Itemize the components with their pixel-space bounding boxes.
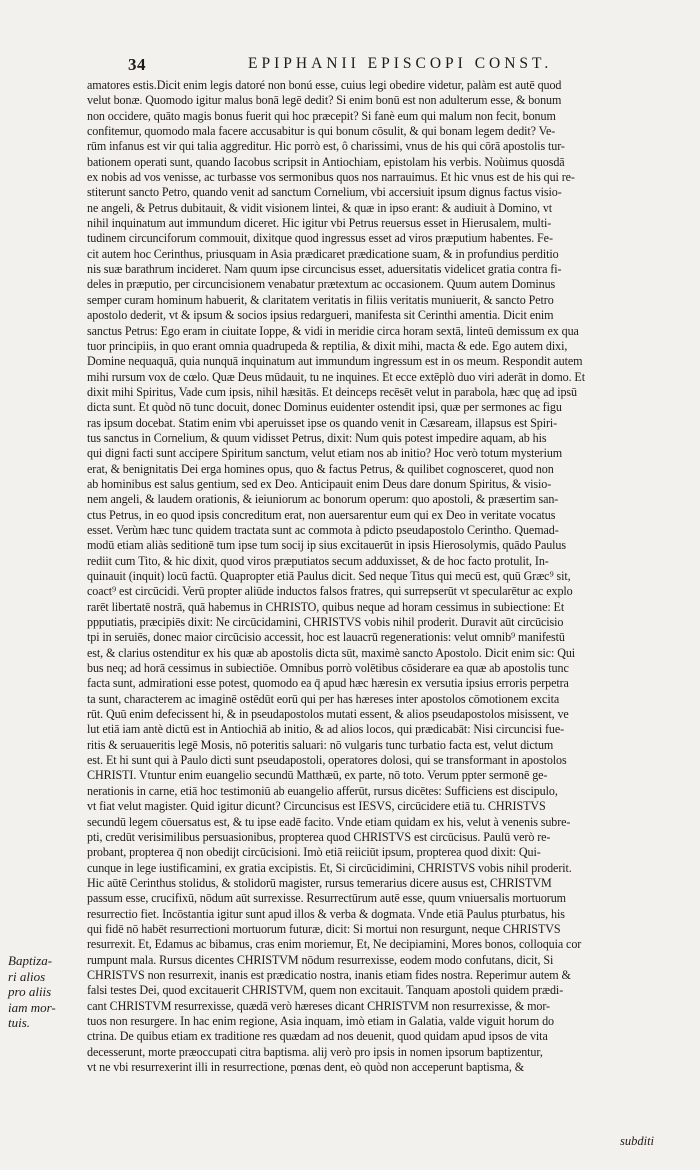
- text-line: non occidere, quāto magis bonus fuerit qui hoc præcepit? Si fanè eum qui malum non fecit, bonum: [87, 108, 556, 123]
- text-line: tpi in seruiēs, donec maior circūcisio accessit, hoc est lauacrū regenerationis: velut omnib⁹ manifestū: [87, 630, 565, 645]
- text-line: apostolo dederit, vt & ipsum & socios ipsius redargueri, manifesta sit Cerinthi amentia. Dicit enim: [87, 308, 554, 323]
- text-line: ritis & seruaueritis legē Mosis, nō poteritis saluari: nō vulgaris tunc turbatio facta est, velut dictum: [87, 737, 554, 752]
- text-line: vt fiat velut magister. Quid igitur dicunt? Circuncisus est IESVS, circūcidere etiā tu. CHRISTVS: [87, 799, 546, 814]
- page-number: 34: [128, 55, 146, 74]
- text-line: dixit mihi Spiritus, Vade cum ipsis, nihil hæsitās. Et deinceps recēsēt velut in parabola, hæc quę ad ipsū: [87, 384, 577, 399]
- marginal-note-line: pro aliis: [8, 984, 52, 1000]
- text-line: tudinem circunciforum commouit, dixitque quod ingressus esset ad viros præputium habentes. Fe-: [87, 231, 553, 246]
- marginal-note: [8, 953, 84, 1031]
- text-line: modū etiam aliàs seditionē tum ipse tum socij ip sius excitauerūt in ipsis Hierosolymis, quādo Paulus: [87, 538, 566, 553]
- text-line: dicta sunt. Et quòd nō tunc docuit, donec Dominus euidenter ostendit ipsi, quæ per sermones ac figu: [87, 400, 562, 415]
- text-line: ne angeli, & Petrus dubitauit, & vidit visionem lintei, & quæ in ipso erant: & audiuit à Domino, vt: [87, 200, 553, 215]
- marginal-note-line: Baptiza-: [8, 953, 53, 968]
- text-line: rediit cum Tito, & hic dixit, quod viros præputiatos secum adduxisset, & de hoc facto protulit, In-: [87, 553, 549, 568]
- text-line: sanctus Petrus: Ego eram in ciuitate Ioppe, & vidi in meridie circa horam sextā, linteū demissum ex qua: [87, 323, 579, 338]
- text-line: coact⁹ est circūcidi. Verū propter aliūde inductos falsos fratres, qui surrepserūt vt specularētur ac explo: [87, 584, 573, 599]
- text-line: tus sanctus in Cornelium, & quum vidisset Petrus, dixit: Num quis potest impedire aquam, ab his: [87, 430, 547, 445]
- text-line: Hic aūtē Cerinthus stolidus, & stolidorū magister, rursus temerarius dicere ausus est, CHRISTVM: [87, 875, 552, 890]
- text-line: cant CHRISTVM resurrexisse, quædā verò hæreses dicant CHRISTVM non resurrexisse, & mor-: [87, 998, 550, 1013]
- text-line: qui digni facti sunt accipere Spiritum sanctum, velut etiam nos ab initio? Hoc verò totum mysterium: [87, 446, 563, 461]
- text-line: bus neq; ad horā cessimus in subiectiōe. Omnibus porrò volētibus cōsiderare ea quæ ab apostolis tunc: [87, 661, 569, 676]
- text-line: nis suæ barathrum incideret. Nam quum ipse circuncisus esset, aduersitatis videlicet gratia contra fi-: [87, 262, 562, 277]
- text-line: esset. Verùm hæc tunc quidem tractata sunt ac commota à pdicto pseudapostolo Cerintho. Quemad-: [87, 522, 559, 537]
- text-line: est. Et hi sunt qui à Paulo dicti sunt pseudapostoli, operatores dolosi, qui se transformant in apostolos: [87, 753, 567, 768]
- text-line: ctrina. De quibus etiam ex traditione res quædam ad nos deuenit, quod quidam apud ipsos de vita: [87, 1029, 548, 1044]
- text-line: confitemur, quomodo mala facere accusabitur is qui bonum cōsulit, & qui bonam legem dedit? Ve-: [87, 124, 556, 139]
- text-line: bationem operati sunt, quando Iacobus scripsit in Antiochiam, epistolam his verbis. Noùimus quosdā: [87, 154, 565, 169]
- text-line: lut etiā iam antè dictū est in Antiochiā ab initio, & ad alios locos, qui prædicabāt: Nisi circuncisi fue-: [87, 722, 565, 737]
- text-line: ppputiatis, præcipiēs dixit: Ne circūcidamini, CHRISTVS vobis nihil proderit. Duravit aūt circūcisio: [87, 615, 564, 630]
- text-line: cunque in lege iustificamini, ex gratia excipistis. Et, Si circūcidimini, CHRISTVS vobis nihil proderit.: [87, 860, 572, 875]
- text-line: ex nobis ad vos venisse, ac turbasse vos sermonibus quos nos narrauimus. Et hic vnus est de his qui re-: [87, 170, 575, 185]
- text-line: rūm infanus est vir qui talia aggreditur. Hic porrò est, ô charissimi, vnus de his qui cōrā apostolis tur-: [87, 139, 565, 154]
- text-line: ta sunt, characterem ac imaginē ostēdūt eorū qui per has hæreses inter apostolos cōmotionem excita: [87, 691, 560, 706]
- text-line: est, & clarius ostenditur ex his quæ ab apostolis dicta sūt, maximè sancto Apostolo. Dicit enim sic: Qui: [87, 645, 576, 660]
- text-line: cit autem hoc Cerinthus, priusquam in Asia prædicaret prædicatione suam, & in profundius perditio: [87, 246, 559, 261]
- text-line: decesserunt, morte præoccupati citra baptisma. alij verò pro ipsis in nomen ipsorum baptizentur,: [87, 1044, 543, 1059]
- text-line: pti, credūt verisimilibus persuasionibus, propterea quod CHRISTVS est circūcisus. Paulū verò re-: [87, 829, 551, 844]
- text-line: secundū legem cōuersatus est, & tu ipse eadē facito. Vnde etiam quidam ex his, velut à venenis subre-: [87, 814, 571, 829]
- main-text-column: [87, 78, 667, 1075]
- text-line: passum esse, crucifixū, nōdum aūt surrexisse. Resurrectūrum autē esse, quum vniuersalis mortuorum: [87, 891, 566, 906]
- text-line: nem angeli, & laudem orationis, & ieiuniorum ac bonorum operum: quo apostoli, & præsertim san-: [87, 492, 559, 507]
- text-line: tuos non resurgere. In hac enim regione, Asia inquam, imò etiam in Galatia, valde viguit horum do: [87, 1013, 554, 1028]
- marginal-note-line: ri alios: [8, 968, 46, 984]
- text-line: nerationis in carne, etiā hoc testimoniū ab euangelio afferūt, rursus dicētes: Sufficiens est discipulo,: [87, 783, 558, 798]
- marginal-note-line: iam mor-: [8, 999, 56, 1015]
- text-line: ras ipsum docebat. Statim enim vbi aperuisset ipse os quando venit in Cæsaream, illapsus est Spiri-: [87, 415, 558, 430]
- text-line: mihi rursum vox de cœlo. Quæ Deus mūdauit, tu ne inquines. Et ecce extēplò duo viri aderāt in domo. Et: [87, 369, 585, 384]
- text-line: semper curam hominum habuerit, & claritatem veritatis in filiis veritatis muniuerit, & sancto Petro: [87, 292, 554, 307]
- text-line: ab hominibus est salus gentium, sed ex Deo. Anticipauit enim Deus dare donum Spiritus, & visio-: [87, 476, 552, 491]
- text-line: nihil inquinatum aut immundum diceret. Hic igitur vbi Petrus reuersus esset in Hierusalem, multi-: [87, 216, 552, 231]
- catchword: subditi: [620, 1134, 655, 1148]
- text-line: resurrectio fiet. Incōstantia igitur sunt apud illos & verba & dogmata. Vnde etiā Paulus pturbatus, his: [87, 906, 565, 921]
- page-header: [128, 55, 676, 77]
- text-line: erat, & benignitatis Dei erga homines opus, quo & factus Petrus, & quilibet cognosceret, quod non: [87, 461, 554, 476]
- text-line: qui fidē nō habēt resurrectioni mortuorum futuræ, dicit: Si mortui non resurgunt, neque CHRISTVS: [87, 921, 561, 936]
- text-line: rarēt libertatē nostrā, quā habemus in CHRISTO, quibus neque ad horam cessimus in subiectione: Et: [87, 599, 565, 614]
- text-line: vt ne vbi resurrexerint illi in resurrectione, pœnas dent, eò quòd non acceperunt baptisma, &: [87, 1060, 525, 1074]
- marginal-note-line: tuis.: [8, 1015, 31, 1031]
- text-line: rumpunt mala. Rursus dicentes CHRISTVM nōdum resurrexisse, eodem modo confutans, dicit, Si: [87, 952, 554, 967]
- text-line: resurrexit. Et, Edamus ac bibamus, cras enim moriemur, Et, Ne decipiamini, Mores bonos, colloquia cor: [87, 937, 582, 952]
- running-head: EPIPHANII EPISCOPI CONST.: [248, 55, 553, 72]
- text-line: Domine nequaquā, quia nunquā inquinatum aut immundum ingressum est in os meum. Respondit autem: [87, 354, 583, 369]
- text-line: quinauit (inquit) locū factū. Quapropter etiā Paulus dicit. Sed neque Titus qui mecū est, quū Græc⁹ sit,: [87, 569, 571, 583]
- text-line: falsi testes Dei, quod excitauerit CHRISTVM, quem non excitauit. Tanquam apostoli quidem prædi-: [87, 983, 564, 998]
- text-line: velut bonæ. Quomodo igitur malus bonā legē dedit? Si enim bonū est non adulterum esse, & bonum: [87, 93, 562, 108]
- text-line: probant, propterea q̄ non obedijt circūcisioni. Imò etiā reiiciūt ipsum, propterea quod dixit: Qui-: [87, 845, 541, 860]
- text-line: stiterunt sancto Petro, quando venit ad sanctum Cornelium, vbi accersiuit ipsum dignus factus visio-: [87, 185, 562, 200]
- text-line: deles in præputio, per circuncisionem venabatur prætextum ac occasionem. Quum autem Dominus: [87, 277, 556, 292]
- text-line: CHRISTI. Vtuntur enim euangelio secundū Matthæū, ex parte, nō toto. Verum ppter sermonē ge-: [87, 768, 548, 783]
- text-line: facta sunt, admirationi esse potest, quomodo ea q̄ apud hæc hæresin ex versutia ipsius erroris perpetra: [87, 676, 569, 691]
- text-line: CHRISTVS non resurrexit, inanis est prædicatio nostra, inanis etiam fides nostra. Reperimur autem &: [87, 967, 571, 982]
- text-line: rūt. Quū enim defecissent hi, & in pseudapostolos mutati essent, & alios pseudapostolos misissent, ve: [87, 707, 569, 722]
- text-line: amatores estis.Dicit enim legis datoré non bonú esse, cuius legi obedire videtur, palàm est autē quod: [87, 78, 562, 92]
- text-line: ctus Petrus, in eo quod ipsis concreditum erat, non auersarentur eum qui ex Deo in veritate vocatus: [87, 507, 556, 522]
- text-line: tuor principiis, in quo erant omnia quadrupeda & reptilia, & dixit mihi, macta & ede. Ego autem dixi,: [87, 338, 568, 353]
